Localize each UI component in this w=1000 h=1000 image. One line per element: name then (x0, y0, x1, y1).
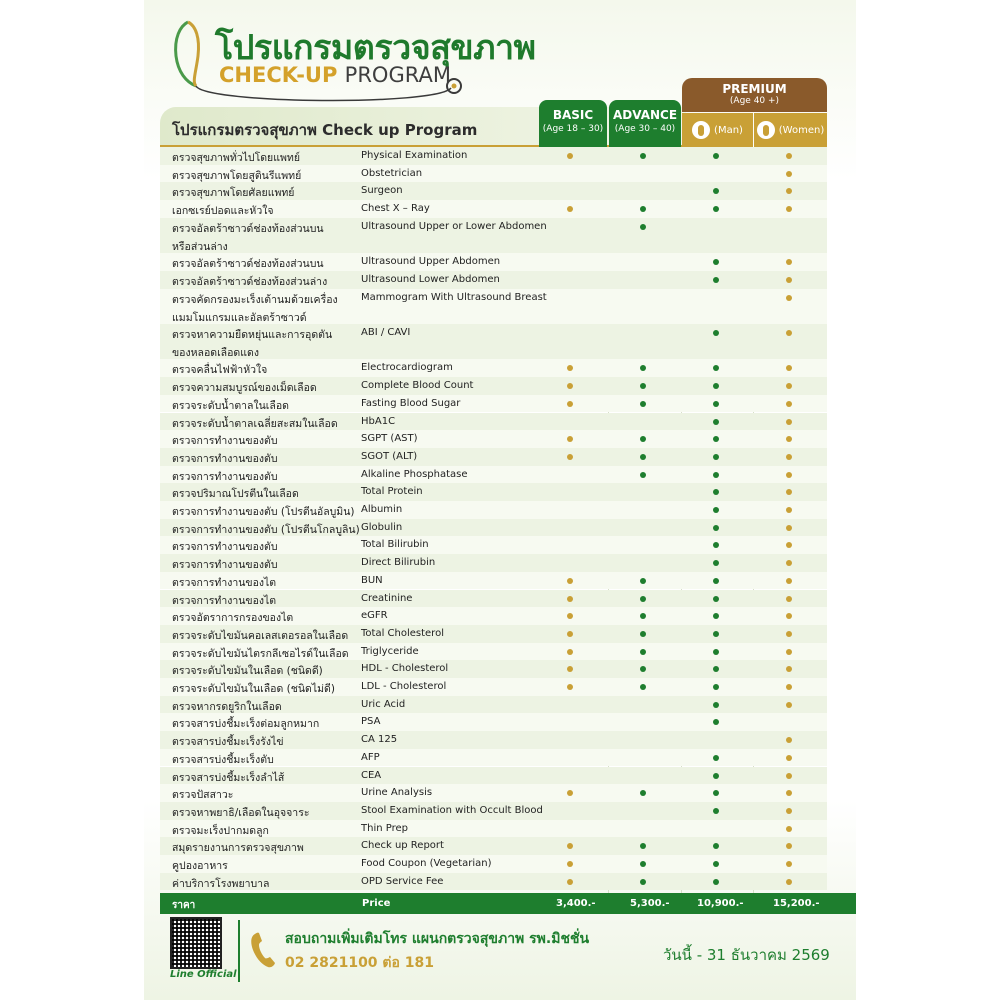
row-english-label: Stool Examination with Occult Blood (361, 804, 543, 816)
row-english-label: Complete Blood Count (361, 380, 474, 392)
row-english-label: SGPT (AST) (361, 433, 418, 445)
woman-icon (757, 121, 775, 139)
title-en-light: PROGRAM (344, 63, 451, 87)
table-row (170, 855, 827, 873)
row-thai-label: ตรวจความสมบูรณ์ของเม็ดเลือด (172, 382, 317, 395)
row-thai-label: ตรวจหาพยาธิ/เลือดในอุจจาระ (172, 806, 310, 819)
included-dot (567, 861, 573, 867)
row-thai-label: ตรวจปัสสาวะ (172, 789, 234, 802)
row-thai-label: ตรวจระดับน้ำตาลเฉลี่ยสะสมในเลือด (172, 417, 338, 430)
row-english-label: Surgeon (361, 185, 403, 197)
table-row (170, 271, 827, 289)
row-thai-label: ตรวจสุขภาพทั่วไปโดยแพทย์ (172, 152, 300, 164)
qr-code[interactable] (170, 917, 222, 969)
row-thai-label: ตรวจการทำงานของตับ (โปรตีนโกลบูลิน) (172, 523, 360, 536)
included-dot (713, 507, 719, 513)
included-dot (640, 596, 646, 602)
row-english-label: HDL - Cholesterol (361, 663, 449, 675)
included-dot (640, 649, 646, 655)
included-dot (640, 153, 646, 159)
row-english-label: SGOT (ALT) (361, 450, 418, 462)
included-dot (786, 808, 792, 814)
basic-column-header (539, 100, 607, 147)
table-row (170, 253, 827, 271)
advance-column-header (609, 100, 681, 147)
man-column-header (682, 113, 753, 147)
row-thai-label: ตรวจสารบ่งชี้มะเร็งต่อมลูกหมาก (172, 718, 320, 731)
included-dot (786, 507, 792, 513)
included-dot (786, 472, 792, 478)
table-row (170, 696, 827, 714)
included-dot (640, 224, 646, 230)
included-dot (713, 702, 719, 708)
included-dot (786, 755, 792, 761)
included-dot (713, 808, 719, 814)
row-thai-label-line2: ของหลอดเลือดแดง (172, 347, 259, 359)
row-thai-label: ค่าบริการโรงพยาบาล (172, 877, 270, 890)
row-english-label: CA 125 (361, 734, 398, 746)
advance-name: ADVANCE (612, 108, 678, 122)
row-english-label: OPD Service Fee (361, 875, 444, 887)
included-dot (640, 401, 646, 407)
included-dot (786, 773, 792, 779)
table-row (170, 554, 827, 572)
row-english-label: Total Cholesterol (361, 627, 444, 639)
included-dot (786, 171, 792, 177)
row-english-label: Creatinine (361, 592, 413, 604)
table-row (170, 165, 827, 183)
row-english-label: Thin Prep (361, 822, 408, 834)
row-english-label: Direct Bilirubin (361, 557, 436, 569)
row-english-label: Total Bilirubin (361, 539, 429, 551)
included-dot (713, 330, 719, 336)
table-row (170, 324, 827, 359)
table-row (170, 395, 827, 413)
included-dot (786, 631, 792, 637)
row-english-label: HbA1C (361, 415, 396, 427)
included-dot (567, 879, 573, 885)
included-dot (786, 153, 792, 159)
table-row (170, 643, 827, 661)
row-thai-label: ตรวจหากรดยูริกในเลือด (172, 700, 282, 713)
row-thai-label: ตรวจอัตราการกรองของไต (172, 612, 294, 625)
included-dot (786, 419, 792, 425)
included-dot (567, 596, 573, 602)
included-dot (640, 684, 646, 690)
row-thai-label: ตรวจมะเร็งปากมดลูก (172, 824, 269, 837)
table-row (170, 590, 827, 608)
included-dot (786, 401, 792, 407)
table-row (170, 678, 827, 696)
man-icon (692, 121, 710, 139)
row-thai-label: ตรวจการทำงานของตับ (โปรตีนอัลบูมิน) (172, 506, 355, 518)
row-thai-label: ตรวจระดับไขมันในเลือด (ชนิดไม่ดี) (172, 683, 335, 695)
included-dot (640, 879, 646, 885)
row-thai-label: ตรวจการทำงานของตับ (172, 559, 278, 572)
premium-column-header (682, 78, 827, 112)
table-row (170, 713, 827, 731)
women-label: (Women) (778, 124, 825, 136)
included-dot (567, 631, 573, 637)
included-dot (786, 861, 792, 867)
row-thai-label: ตรวจระดับไขมันในเลือด (ชนิดดี) (172, 665, 323, 678)
row-thai-label: ตรวจการทำงานของตับ (172, 541, 278, 554)
included-dot (786, 684, 792, 690)
price-label-en: Price (362, 898, 391, 909)
row-band (160, 855, 827, 873)
included-dot (567, 401, 573, 407)
included-dot (713, 879, 719, 885)
included-dot (713, 472, 719, 478)
included-dot (786, 702, 792, 708)
included-dot (713, 454, 719, 460)
included-dot (713, 401, 719, 407)
program-header (160, 107, 686, 147)
row-thai-label-line2: แมมโมแกรมและอัลตร้าซาวด์ (172, 311, 307, 324)
included-dot (567, 684, 573, 690)
row-english-label: Physical Examination (361, 150, 468, 161)
row-english-label: Check up Report (361, 840, 444, 852)
row-english-label: ABI / CAVI (361, 327, 411, 338)
included-dot (713, 153, 719, 159)
included-dot (786, 826, 792, 832)
footer-divider (238, 920, 240, 982)
price-label-thai: ราคา (172, 900, 196, 911)
price-bar (160, 893, 856, 914)
table-row (170, 660, 827, 678)
table-row (170, 147, 827, 165)
table-row (170, 837, 827, 855)
row-thai-label: ตรวจอัลตร้าซาวด์ช่องท้องส่วนบน (172, 222, 324, 235)
line-official-label: Line Official (170, 969, 237, 980)
table-row (170, 289, 827, 324)
contact-text: สอบถามเพิ่มเติมโทร แผนกตรวจสุขภาพ รพ.มิชชั่น (285, 931, 590, 947)
row-english-label: Food Coupon (Vegetarian) (361, 858, 492, 869)
row-english-label: Uric Acid (361, 698, 406, 710)
table-row (170, 200, 827, 218)
table-row (170, 466, 827, 484)
row-thai-label: ตรวจสารบ่งชี้มะเร็งลำไส้ (172, 771, 285, 784)
included-dot (713, 419, 719, 425)
row-thai-label: ตรวจคัดกรองมะเร็งเต้านมด้วยเครื่อง (172, 293, 338, 306)
row-english-label: Fasting Blood Sugar (361, 397, 461, 409)
row-english-label: AFP (361, 751, 380, 763)
row-thai-label: ตรวจสุขภาพโดยสูตินรีแพทย์ (172, 169, 302, 182)
table-row (170, 430, 827, 448)
included-dot (786, 295, 792, 301)
row-english-label: Mammogram With Ultrasound Breast (361, 291, 547, 303)
table-row (170, 182, 827, 200)
row-thai-label: ตรวจคลื่นไฟฟ้าหัวใจ (172, 364, 268, 377)
validity-text: วันนี้ - 31 ธันวาคม 2569 (663, 946, 830, 964)
row-thai-label: ตรวจระดับไขมันไตรกลีเซอไรด์ในเลือด (172, 647, 349, 660)
row-english-label: Total Protein (361, 486, 423, 498)
row-english-label: PSA (361, 716, 381, 728)
row-english-label: Triglyceride (361, 645, 419, 657)
row-english-label: Globulin (361, 521, 403, 533)
premium-age: (Age 40 +) (729, 96, 780, 106)
row-english-label: Albumin (361, 504, 403, 515)
table-row (170, 359, 827, 377)
included-dot (713, 631, 719, 637)
table-row (170, 218, 827, 253)
row-english-label: LDL - Cholesterol (361, 681, 447, 692)
price-man: 10,900.- (697, 898, 744, 909)
included-dot (567, 578, 573, 584)
table-row (170, 483, 827, 501)
row-english-label: Obstetrician (361, 167, 423, 179)
included-dot (713, 525, 719, 531)
row-thai-label: ตรวจการทำงานของตับ (172, 452, 278, 465)
row-thai-label: ตรวจการทำงานของไต (172, 576, 277, 589)
table-row (170, 377, 827, 395)
table-row (170, 784, 827, 802)
row-english-label: CEA (361, 769, 382, 781)
included-dot (786, 649, 792, 655)
row-thai-label: ตรวจอัลตร้าซาวด์ช่องท้องส่วนบน (172, 258, 324, 271)
basic-name: BASIC (552, 108, 594, 122)
included-dot (640, 472, 646, 478)
row-english-label: BUN (361, 574, 383, 586)
title-en-bold: CHECK-UP (219, 63, 338, 87)
included-dot (786, 596, 792, 602)
included-dot (713, 277, 719, 283)
table-row (170, 873, 827, 891)
included-dot (640, 861, 646, 867)
included-dot (713, 578, 719, 584)
row-english-label: Alkaline Phosphatase (361, 468, 468, 480)
included-dot (786, 277, 792, 283)
row-thai-label: ตรวจสุขภาพโดยศัลยแพทย์ (172, 187, 295, 200)
row-thai-label-line2: หรือส่วนล่าง (172, 240, 228, 253)
phone-number[interactable]: 02 2821100 ต่อ 181 (285, 955, 435, 971)
included-dot (786, 578, 792, 584)
table-row (170, 820, 827, 838)
included-dot (640, 578, 646, 584)
row-thai-label: ตรวจหาความยืดหยุ่นและการอุดตัน (172, 329, 333, 341)
included-dot (713, 773, 719, 779)
included-dot (786, 454, 792, 460)
price-advance: 5,300.- (630, 898, 670, 909)
premium-name: PREMIUM (722, 82, 787, 96)
row-english-label: Ultrasound Upper Abdomen (361, 256, 501, 268)
row-thai-label: ตรวจสารบ่งชี้มะเร็งตับ (172, 753, 274, 766)
program-header-label: โปรแกรมตรวจสุขภาพ Check up Program (172, 121, 478, 139)
advance-age: (Age 30 – 40) (614, 124, 676, 134)
table-row (170, 731, 827, 749)
price-basic: 3,400.- (556, 898, 596, 909)
table-row (170, 749, 827, 767)
included-dot (786, 525, 792, 531)
table-row (170, 572, 827, 590)
table-row (170, 625, 827, 643)
included-dot (713, 861, 719, 867)
table-row (170, 413, 827, 431)
included-dot (786, 879, 792, 885)
row-thai-label: ตรวจระดับน้ำตาลในเลือด (172, 399, 289, 412)
included-dot (567, 649, 573, 655)
included-dot (786, 330, 792, 336)
row-thai-label: ตรวจการทำงานของตับ (172, 470, 278, 483)
included-dot (713, 684, 719, 690)
page-title-english (219, 63, 451, 87)
row-thai-label: ตรวจการทำงานของไต (172, 594, 277, 607)
women-column-header (754, 113, 827, 147)
page-title-thai: โปรแกรมตรวจสุขภาพ (215, 28, 536, 68)
row-band (160, 784, 827, 802)
row-thai-label: ตรวจอัลตร้าซาวด์ช่องท้องส่วนล่าง (172, 275, 328, 288)
basic-age: (Age 18 – 30) (542, 124, 604, 134)
included-dot (640, 631, 646, 637)
row-thai-label: คูปองอาหาร (172, 860, 228, 872)
table-row (170, 607, 827, 625)
included-dot (567, 454, 573, 460)
included-dot (713, 755, 719, 761)
row-english-label: Chest X – Ray (361, 203, 430, 215)
man-label: (Man) (714, 124, 743, 136)
table-row (170, 536, 827, 554)
row-english-label: Ultrasound Upper or Lower Abdomen (361, 220, 547, 232)
table-row (170, 519, 827, 537)
phone-icon (248, 930, 278, 970)
row-thai-label: ตรวจการทำงานของตับ (172, 435, 278, 448)
row-thai-label: เอกซเรย์ปอดและหัวใจ (172, 205, 274, 218)
included-dot (713, 596, 719, 602)
row-thai-label: ตรวจปริมาณโปรตีนในเลือด (172, 488, 299, 501)
row-english-label: eGFR (361, 610, 388, 622)
included-dot (640, 454, 646, 460)
row-thai-label: ตรวจระดับไขมันคอเลสเตอรอลในเลือด (172, 629, 349, 642)
table-row (170, 448, 827, 466)
table-row (170, 802, 827, 820)
row-english-label: Urine Analysis (361, 787, 433, 799)
row-english-label: Ultrasound Lower Abdomen (361, 273, 500, 285)
included-dot (567, 153, 573, 159)
row-thai-label: ตรวจสารบ่งชี้มะเร็งรังไข่ (172, 736, 284, 749)
price-women: 15,200.- (773, 898, 820, 909)
row-thai-label: สมุดรายงานการตรวจสุขภาพ (172, 842, 304, 855)
row-english-label: Electrocardiogram (361, 362, 453, 374)
table-row (170, 767, 827, 785)
included-dot (713, 649, 719, 655)
table-row (170, 501, 827, 519)
